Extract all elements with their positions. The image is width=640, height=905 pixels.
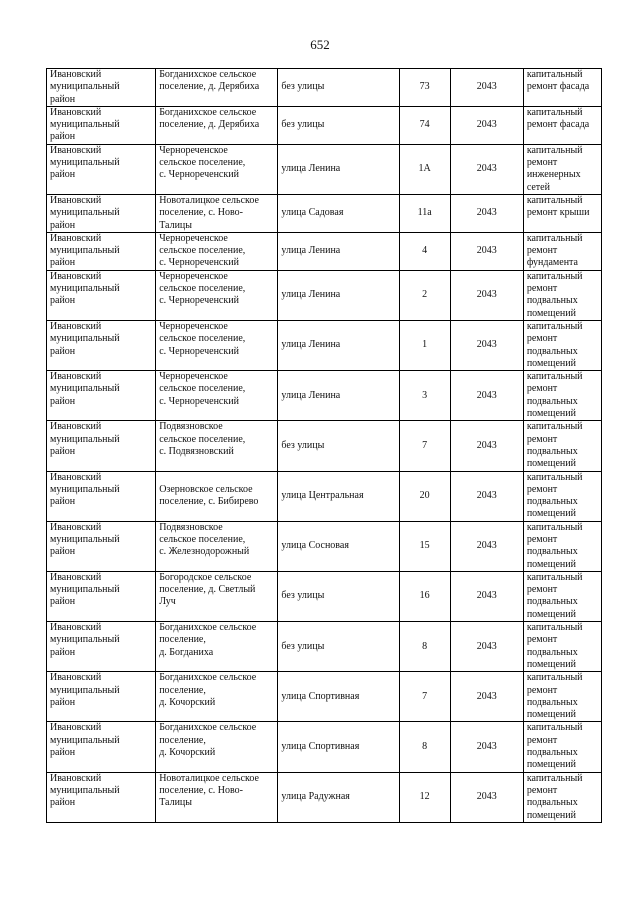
district-cell-line: муниципальный [50, 283, 120, 295]
district-cell [47, 69, 156, 107]
house-number-cell: 20 [399, 471, 450, 521]
settlement-cell-line: Богданихское сельское [159, 672, 257, 684]
house-number-cell: 1 [399, 320, 450, 370]
district-cell-line: район [50, 395, 76, 407]
work-type-cell-line: ремонт [526, 433, 558, 445]
settlement-cell-line: Чернореченское [159, 270, 228, 282]
house-number-cell: 7 [399, 421, 450, 471]
district-cell-line: муниципальный [50, 245, 120, 257]
settlement-cell [156, 622, 278, 672]
work-type-cell-line: капитальный [526, 106, 583, 118]
work-type-cell-line: капитальный [526, 194, 583, 206]
district-cell [47, 672, 156, 722]
settlement-cell-line: поселение, с. Ново- [159, 207, 244, 219]
settlement-cell-line: д. Кочорский [159, 696, 216, 708]
table-row [47, 722, 602, 772]
district-cell [47, 571, 156, 621]
street-cell: без улицы [278, 421, 399, 471]
year-cell: 2043 [450, 232, 523, 270]
year-cell: 2043 [450, 772, 523, 822]
house-number-cell: 4 [399, 232, 450, 270]
street-cell: улица Ленина [278, 270, 399, 320]
year-cell: 2043 [450, 320, 523, 370]
work-type-cell-line: ремонт [526, 157, 558, 169]
table-row [47, 672, 602, 722]
settlement-cell-line: сельское поселение, [159, 283, 246, 295]
work-type-cell-line: подвальных [526, 295, 578, 307]
district-cell-line: Ивановский [50, 270, 102, 282]
work-type-cell-line: подвальных [526, 395, 578, 407]
settlement-cell-line: Богданихское сельское [159, 722, 257, 734]
work-type-cell-line: помещений [526, 809, 576, 821]
settlement-cell [156, 371, 278, 421]
table-row [47, 571, 602, 621]
work-type-cell-line: капитальный [526, 471, 583, 483]
housing-repair-table [46, 68, 602, 823]
district-cell-line: муниципальный [50, 533, 120, 545]
district-cell [47, 232, 156, 270]
settlement-cell [156, 69, 278, 107]
settlement-cell-line: поселение, д. Дерябиха [159, 81, 260, 93]
work-type-cell-line: ремонт [526, 784, 558, 796]
district-cell-line: муниципальный [50, 207, 120, 219]
settlement-cell [156, 672, 278, 722]
work-type-cell-line: сетей [526, 181, 550, 193]
settlement-cell-line: Чернореченское [159, 371, 228, 383]
work-type-cell [523, 622, 601, 672]
work-type-cell-line: подвальных [526, 646, 578, 658]
settlement-cell [156, 471, 278, 521]
settlement-cell [156, 722, 278, 772]
district-cell [47, 471, 156, 521]
work-type-cell-line: ремонт [526, 483, 558, 495]
district-cell-line: район [50, 219, 76, 231]
work-type-cell-line: помещений [526, 408, 576, 420]
work-type-cell-line: ремонт крыши [526, 207, 590, 219]
work-type-cell-line: подвальных [526, 747, 578, 759]
work-type-cell [523, 571, 601, 621]
work-type-cell-line: капитальный [526, 232, 583, 244]
street-cell: улица Садовая [278, 194, 399, 232]
settlement-cell-line: поселение, с. Бибирево [159, 496, 259, 508]
settlement-cell-line: с. Чернореченский [159, 169, 239, 181]
district-cell-line: Ивановский [50, 622, 102, 634]
work-type-cell-line: капитальный [526, 622, 583, 634]
street-cell: улица Радужная [278, 772, 399, 822]
work-type-cell-line: капитальный [526, 521, 583, 533]
district-cell-line: район [50, 93, 76, 105]
settlement-cell-line: Чернореченское [159, 320, 228, 332]
house-number-cell: 12 [399, 772, 450, 822]
house-number-cell: 1А [399, 144, 450, 194]
table-row [47, 144, 602, 194]
settlement-cell-line: Новоталицкое сельское [159, 772, 259, 784]
year-cell: 2043 [450, 622, 523, 672]
settlement-cell-line: д. Кочорский [159, 747, 216, 759]
settlement-cell-line: сельское поселение, [159, 245, 246, 257]
district-cell [47, 106, 156, 144]
work-type-cell-line: помещений [526, 357, 576, 369]
work-type-cell-line: ремонт [526, 734, 558, 746]
table-row [47, 232, 602, 270]
district-cell-line: район [50, 131, 76, 143]
settlement-cell [156, 421, 278, 471]
district-cell-line: район [50, 797, 76, 809]
work-type-cell-line: подвальных [526, 546, 578, 558]
settlement-cell-line: Талицы [159, 797, 192, 809]
work-type-cell-line: капитальный [526, 371, 583, 383]
district-cell [47, 144, 156, 194]
district-cell-line: район [50, 295, 76, 307]
work-type-cell-line: капитальный [526, 320, 583, 332]
table-row [47, 320, 602, 370]
year-cell: 2043 [450, 421, 523, 471]
table-row [47, 521, 602, 571]
work-type-cell [523, 194, 601, 232]
settlement-cell-line: с. Чернореченский [159, 345, 239, 357]
district-cell-line: муниципальный [50, 333, 120, 345]
district-cell-line: муниципальный [50, 157, 120, 169]
street-cell: улица Ленина [278, 144, 399, 194]
district-cell-line: Ивановский [50, 371, 102, 383]
house-number-cell: 8 [399, 622, 450, 672]
table-row [47, 421, 602, 471]
district-cell-line: район [50, 596, 76, 608]
district-cell-line: муниципальный [50, 383, 120, 395]
work-type-cell-line: помещений [526, 658, 576, 670]
year-cell: 2043 [450, 69, 523, 107]
year-cell: 2043 [450, 571, 523, 621]
district-cell-line: муниципальный [50, 784, 120, 796]
year-cell: 2043 [450, 194, 523, 232]
settlement-cell [156, 320, 278, 370]
street-cell: улица Ленина [278, 371, 399, 421]
house-number-cell: 3 [399, 371, 450, 421]
table-row [47, 622, 602, 672]
district-cell-line: Ивановский [50, 69, 102, 80]
work-type-cell [523, 69, 601, 107]
district-cell-line: Ивановский [50, 672, 102, 684]
table-row [47, 471, 602, 521]
work-type-cell-line: помещений [526, 508, 576, 520]
work-type-cell-line: помещений [526, 759, 576, 771]
year-cell: 2043 [450, 672, 523, 722]
settlement-cell [156, 144, 278, 194]
district-cell-line: муниципальный [50, 433, 120, 445]
year-cell: 2043 [450, 144, 523, 194]
settlement-cell-line: Чернореченское [159, 144, 228, 156]
work-type-cell-line: помещений [526, 608, 576, 620]
settlement-cell-line: поселение, [159, 734, 206, 746]
settlement-cell-line: Озерновское сельское [159, 483, 253, 495]
house-number-cell: 73 [399, 69, 450, 107]
district-cell-line: район [50, 169, 76, 181]
house-number-cell: 16 [399, 571, 450, 621]
work-type-cell-line: подвальных [526, 496, 578, 508]
settlement-cell-line: Чернореченское [159, 232, 228, 244]
work-type-cell-line: фундамента [526, 257, 578, 269]
settlement-cell-line: Подвязновское [159, 421, 223, 433]
work-type-cell [523, 521, 601, 571]
district-cell-line: район [50, 257, 76, 269]
work-type-cell [523, 144, 601, 194]
district-cell-line: район [50, 496, 76, 508]
district-cell-line: Ивановский [50, 106, 102, 118]
settlement-cell [156, 571, 278, 621]
work-type-cell-line: помещений [526, 307, 576, 319]
district-cell-line: Ивановский [50, 521, 102, 533]
work-type-cell [523, 772, 601, 822]
work-type-cell-line: помещений [526, 709, 576, 721]
district-cell-line: Ивановский [50, 571, 102, 583]
settlement-cell [156, 106, 278, 144]
settlement-cell-line: с. Чернореченский [159, 257, 239, 269]
work-type-cell-line: капитальный [526, 421, 583, 433]
settlement-cell [156, 194, 278, 232]
work-type-cell [523, 471, 601, 521]
work-type-cell-line: ремонт [526, 684, 558, 696]
work-type-cell [523, 320, 601, 370]
district-cell [47, 194, 156, 232]
settlement-cell-line: поселение, с. Ново- [159, 784, 244, 796]
work-type-cell-line: подвальных [526, 445, 578, 457]
year-cell: 2043 [450, 371, 523, 421]
work-type-cell-line: капитальный [526, 144, 583, 156]
settlement-cell-line: поселение, [159, 634, 206, 646]
district-cell-line: Ивановский [50, 722, 102, 734]
year-cell: 2043 [450, 471, 523, 521]
work-type-cell-line: подвальных [526, 345, 578, 357]
settlement-cell-line: Подвязновское [159, 521, 223, 533]
work-type-cell-line: капитальный [526, 722, 583, 734]
settlement-cell-line: поселение, д. Светлый [159, 584, 256, 596]
district-cell-line: Ивановский [50, 194, 102, 206]
district-cell [47, 371, 156, 421]
street-cell: улица Спортивная [278, 722, 399, 772]
district-cell [47, 320, 156, 370]
settlement-cell-line: сельское поселение, [159, 433, 246, 445]
settlement-cell-line: Богданихское сельское [159, 622, 257, 634]
work-type-cell [523, 672, 601, 722]
work-type-cell-line: ремонт [526, 584, 558, 596]
house-number-cell: 15 [399, 521, 450, 571]
district-cell [47, 772, 156, 822]
work-type-cell [523, 722, 601, 772]
table-row [47, 270, 602, 320]
street-cell: без улицы [278, 69, 399, 107]
table-row [47, 106, 602, 144]
work-type-cell-line: капитальный [526, 672, 583, 684]
work-type-cell-line: капитальный [526, 571, 583, 583]
table-row [47, 69, 602, 107]
settlement-cell-line [159, 472, 274, 484]
district-cell-line: Ивановский [50, 471, 102, 483]
work-type-cell [523, 106, 601, 144]
street-cell: улица Сосновая [278, 521, 399, 571]
settlement-cell-line: с. Чернореченский [159, 395, 239, 407]
house-number-cell: 7 [399, 672, 450, 722]
settlement-cell-line: с. Чернореченский [159, 295, 239, 307]
street-cell: без улицы [278, 571, 399, 621]
district-cell-line: район [50, 696, 76, 708]
district-cell-line: муниципальный [50, 119, 120, 131]
year-cell: 2043 [450, 722, 523, 772]
district-cell-line: район [50, 546, 76, 558]
work-type-cell-line: ремонт фасада [526, 119, 590, 131]
work-type-cell-line: капитальный [526, 772, 583, 784]
work-type-cell-line: подвальных [526, 596, 578, 608]
table-body [47, 69, 602, 823]
settlement-cell-line: сельское поселение, [159, 333, 246, 345]
district-cell-line: Ивановский [50, 421, 102, 433]
district-cell-line: муниципальный [50, 81, 120, 93]
settlement-cell-line: поселение, [159, 684, 206, 696]
settlement-cell-line: Талицы [159, 219, 192, 231]
district-cell-line: муниципальный [50, 734, 120, 746]
street-cell: улица Спортивная [278, 672, 399, 722]
work-type-cell-line: ремонт [526, 533, 558, 545]
street-cell: улица Центральная [278, 471, 399, 521]
work-type-cell-line: ремонт [526, 245, 558, 257]
work-type-cell-line: ремонт [526, 634, 558, 646]
work-type-cell [523, 232, 601, 270]
table-row [47, 194, 602, 232]
work-type-cell-line: капитальный [526, 69, 583, 80]
street-cell: без улицы [278, 106, 399, 144]
work-type-cell [523, 371, 601, 421]
settlement-cell-line: сельское поселение, [159, 533, 246, 545]
work-type-cell-line: ремонт [526, 283, 558, 295]
work-type-cell-line: помещений [526, 458, 576, 470]
year-cell: 2043 [450, 106, 523, 144]
work-type-cell-line: подвальных [526, 797, 578, 809]
work-type-cell-line: помещений [526, 558, 576, 570]
house-number-cell: 74 [399, 106, 450, 144]
settlement-cell-line: Луч [159, 596, 176, 608]
work-type-cell-line: ремонт [526, 383, 558, 395]
work-type-cell-line: капитальный [526, 270, 583, 282]
settlement-cell-line: Богданихское сельское [159, 69, 257, 80]
street-cell: без улицы [278, 622, 399, 672]
district-cell-line: Ивановский [50, 144, 102, 156]
district-cell [47, 270, 156, 320]
street-cell: улица Ленина [278, 232, 399, 270]
district-cell-line: Ивановский [50, 232, 102, 244]
table-row [47, 371, 602, 421]
settlement-cell [156, 521, 278, 571]
year-cell: 2043 [450, 521, 523, 571]
district-cell-line: муниципальный [50, 483, 120, 495]
house-number-cell: 2 [399, 270, 450, 320]
district-cell-line: район [50, 646, 76, 658]
settlement-cell-line: с. Подвязновский [159, 445, 234, 457]
district-cell [47, 421, 156, 471]
district-cell-line: район [50, 445, 76, 457]
district-cell-line: муниципальный [50, 584, 120, 596]
settlement-cell [156, 772, 278, 822]
page-number: 652 [310, 37, 330, 52]
house-number-cell: 11а [399, 194, 450, 232]
settlement-cell [156, 270, 278, 320]
street-cell: улица Ленина [278, 320, 399, 370]
settlement-cell-line: с. Железнодорожный [159, 546, 250, 558]
settlement-cell-line: сельское поселение, [159, 383, 246, 395]
house-number-cell: 8 [399, 722, 450, 772]
district-cell-line: муниципальный [50, 684, 120, 696]
work-type-cell-line: ремонт [526, 333, 558, 345]
settlement-cell-line: поселение, д. Дерябиха [159, 119, 260, 131]
district-cell-line: район [50, 345, 76, 357]
work-type-cell [523, 421, 601, 471]
settlement-cell-line: Богородское сельское [159, 571, 252, 583]
work-type-cell-line: ремонт фасада [526, 81, 590, 93]
settlement-cell [156, 232, 278, 270]
work-type-cell [523, 270, 601, 320]
district-cell-line: Ивановский [50, 772, 102, 784]
work-type-cell-line: подвальных [526, 696, 578, 708]
settlement-cell-line: сельское поселение, [159, 157, 246, 169]
district-cell [47, 521, 156, 571]
settlement-cell-line: Богданихское сельское [159, 106, 257, 118]
year-cell: 2043 [450, 270, 523, 320]
district-cell-line: муниципальный [50, 634, 120, 646]
district-cell-line: район [50, 747, 76, 759]
district-cell [47, 722, 156, 772]
settlement-cell-line: д. Богданиха [159, 646, 214, 658]
district-cell-line: Ивановский [50, 320, 102, 332]
table-row [47, 772, 602, 822]
work-type-cell-line: инженерных [526, 169, 581, 181]
district-cell [47, 622, 156, 672]
settlement-cell-line: Новоталицкое сельское [159, 194, 259, 206]
